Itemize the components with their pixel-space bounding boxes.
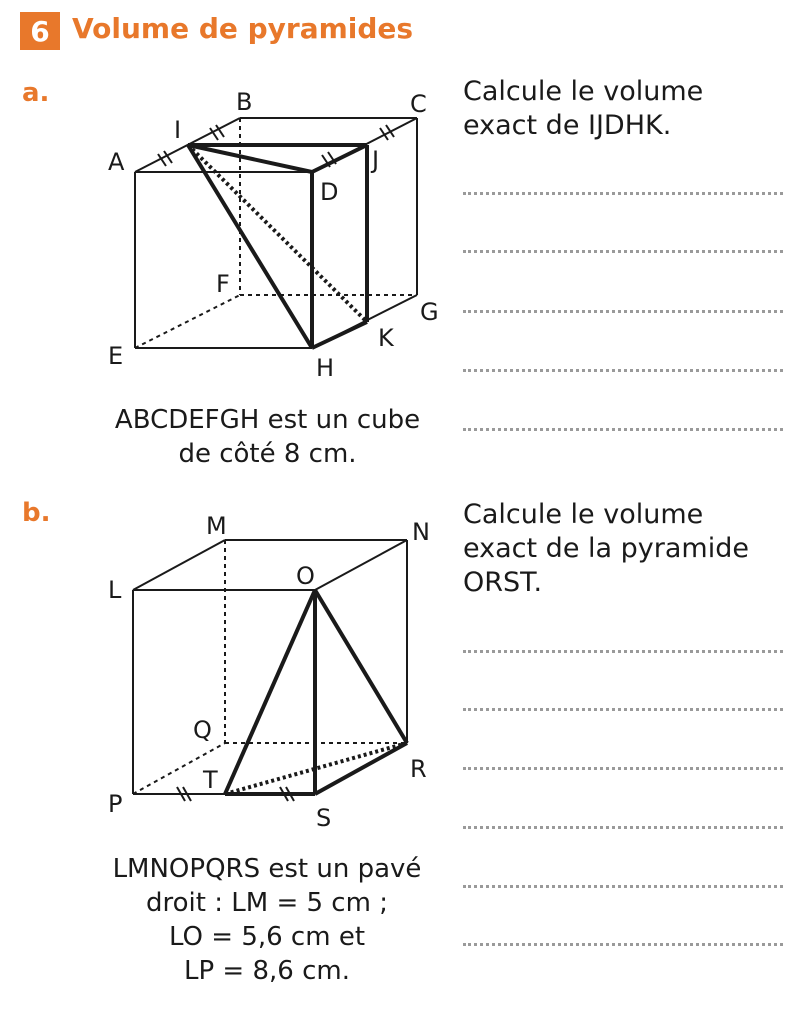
part-b-caption-line4: LP = 8,6 cm. [184,956,350,986]
point-A: A [108,148,125,176]
answer-line-b4[interactable] [463,826,783,829]
part-a-instruction-line2: exact de IJDHK. [463,110,672,141]
point-I: I [174,116,182,144]
point-B: B [236,88,253,116]
part-b-caption [88,852,446,988]
part-a-label: a. [22,78,50,108]
answer-line-b2[interactable] [463,708,783,711]
exercise-number: 6 [30,14,50,48]
answer-line-b5[interactable] [463,885,783,888]
point-N: N [412,518,430,546]
part-b-caption-line2: droit : LM = 5 cm ; [146,888,388,918]
exercise-title: Volume de pyramides [72,12,414,45]
point-O: O [296,562,315,590]
point-E: E [108,342,124,370]
part-b-instruction [463,498,749,600]
point-K: K [378,324,394,352]
box-figure-b [133,540,407,801]
part-b-instruction-line3: ORST. [463,567,543,598]
part-a-caption-line1: ABCDEFGH est un cube [114,405,421,435]
point-Q: Q [193,716,212,744]
part-b-instruction-line1: Calcule le volume [463,499,704,530]
point-M: M [206,512,227,540]
part-b-instruction-line2: exact de la pyramide [463,533,749,564]
point-J: J [372,146,380,174]
point-G: G [420,298,439,326]
answer-line-b6[interactable] [463,943,783,946]
point-C: C [410,90,427,118]
answer-line-b1[interactable] [463,650,783,653]
point-L: L [108,576,122,604]
point-R: R [410,755,427,783]
point-D: D [320,178,339,206]
part-a-caption-line2: de côté 8 cm. [178,439,357,469]
point-P: P [108,790,123,818]
answer-line-b3[interactable] [463,767,783,770]
point-F: F [216,270,230,298]
part-a-instruction-line1: Calcule le volume [463,76,704,107]
point-H: H [316,354,335,382]
box-point-labels [108,512,430,832]
part-b-caption-line3: LO = 5,6 cm et [168,922,366,952]
part-b-label: b. [22,498,51,528]
point-T: T [203,766,218,794]
point-S: S [316,804,332,832]
part-b-caption-line1: LMNOPQRS est un pavé [112,854,422,884]
